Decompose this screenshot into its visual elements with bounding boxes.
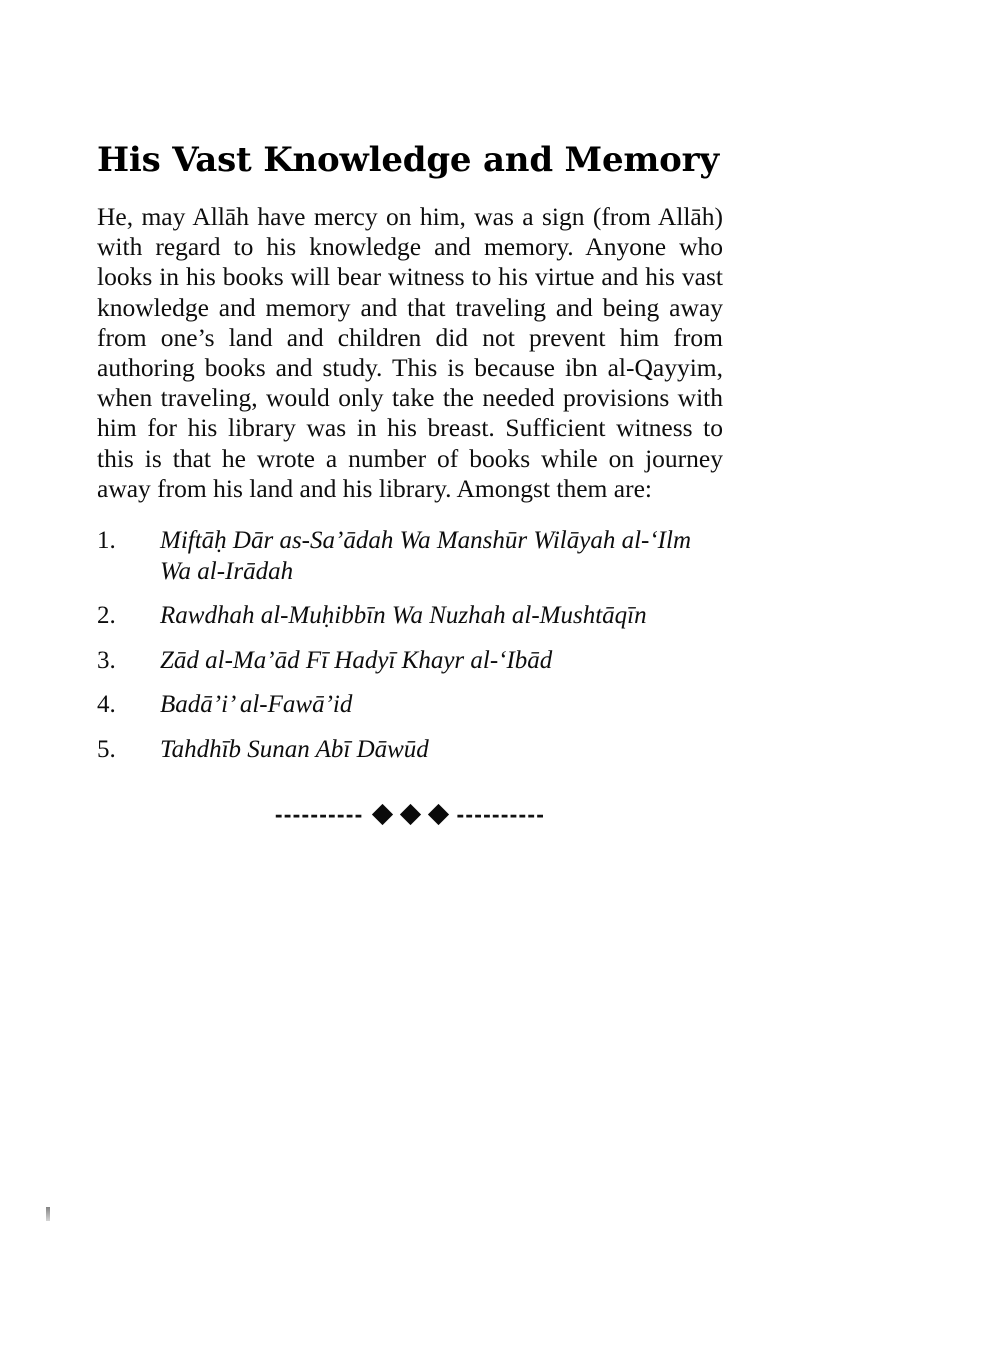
scan-artifact-mark: [46, 1207, 50, 1221]
page-content: [97, 140, 723, 826]
list-item-number: 4.: [97, 691, 116, 719]
list-item-number: 3.: [97, 646, 116, 674]
list-item-title: Tahdhīb Sunan Abī Dāwūd: [160, 735, 429, 763]
diamond-icon: [427, 804, 448, 825]
divider-diamond-group: [375, 807, 446, 822]
list-item-number: 2.: [97, 602, 116, 630]
list-item: [97, 735, 723, 766]
section-divider: [97, 803, 723, 826]
list-item-title: Rawdhah al-Muḥibbīn Wa Nuzhah al-Mushtāqīn: [160, 602, 647, 630]
body-paragraph: He, may Allāh have mercy on him, was a sign (from Allāh) with regard to his knowledge and memory. Anyone who looks in his books will bear witness to his virtue and his vast knowledge and memory and that traveling and being away from one’s land and children did not prevent him from authoring books and study. This is because ibn al-Qayyim, when traveling, would only take the needed provisions with him for his library was in his breast. Sufficient witness to this is that he wrote a number of books while on journey away from his land and his library. Amongst them are:: [97, 202, 723, 503]
diamond-icon: [371, 804, 392, 825]
list-item-number: 5.: [97, 735, 116, 763]
list-item-title: Zād al-Ma’ād Fī Hadyī Khayr al-‘Ibād: [160, 646, 553, 674]
diamond-icon: [399, 804, 420, 825]
divider-dashes-right: ----------: [456, 801, 546, 828]
list-item: [97, 526, 723, 587]
list-item-title: Badā’i’ al-Fawā’id: [160, 691, 353, 719]
list-item-number: 1.: [97, 527, 116, 555]
list-item: [97, 646, 723, 677]
list-item: [97, 601, 723, 632]
book-list: [97, 526, 723, 765]
list-item-title: Miftāḥ Dār as-Sa’ādah Wa Manshūr Wilāyah al-‘Ilm Wa al-Irādah: [160, 527, 691, 585]
divider-dashes-left: ----------: [274, 801, 364, 828]
page-title: His Vast Knowledge and Memory: [97, 140, 719, 180]
list-item: [97, 690, 723, 721]
